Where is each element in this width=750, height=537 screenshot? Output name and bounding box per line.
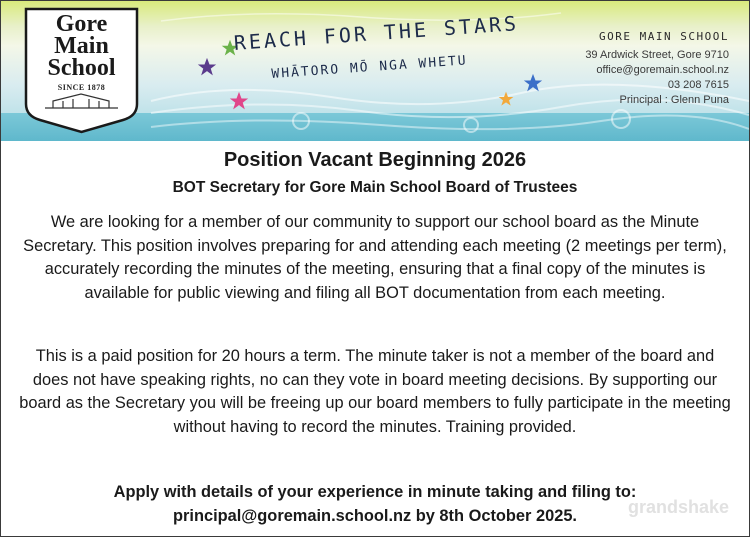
contact-address: 39 Ardwick Street, Gore 9710 [585,49,729,61]
contact-email[interactable]: office@goremain.school.nz [596,64,729,76]
star-icon [498,91,514,107]
ad-paragraph-duties: We are looking for a member of our community to support our school board as the Minute Secretary. This position involves preparing for and attending each meeting (2 meetings per term), accurately recording the minutes of the meeting, ensuring that a final copy of the minutes is available for public viewing and filing all BOT documentation from each meeting. [23,213,727,302]
logo-line-gore: Gore [55,11,108,37]
logo-wordmark [23,13,140,79]
logo-line-main: Main [54,33,109,59]
logo-since: SINCE 1878 [57,83,106,92]
star-icon [197,57,217,77]
ad-paragraph-terms: This is a paid position for 20 hours a term. The minute taker is not a member of the board and does not have speaking rights, no can they vote in board meeting decisions. By supporting our board as the Secretary you will be freeing up our board members to fully participate in the meeting without having to record the minutes. Training provided. [19,347,731,436]
logo-line-school: School [47,55,116,81]
contact-school-name: GORE MAIN SCHOOL [599,30,729,43]
slogan-reach-for-the-stars: REACH FOR THE STARS [233,11,520,55]
star-icon [523,73,543,93]
star-icon [229,91,249,111]
slogan-maori: WHĀTORO MŌ NGA WHETU [271,53,469,82]
header-banner [1,1,749,141]
ad-subtitle: BOT Secretary for Gore Main School Board of Trustees [172,179,578,196]
apply-line-2[interactable]: principal@goremain.school.nz by 8th October 2025. [173,506,577,525]
apply-line-1: Apply with details of your experience in minute taking and filing to: [113,483,637,501]
ad-title: Position Vacant Beginning 2026 [223,149,527,171]
contact-phone: 03 208 7615 [667,79,729,91]
contact-principal: Principal : Glenn Puna [619,94,729,106]
watermark: grandshake [627,497,729,517]
apply-instructions [19,481,731,528]
contact-block [585,29,729,108]
